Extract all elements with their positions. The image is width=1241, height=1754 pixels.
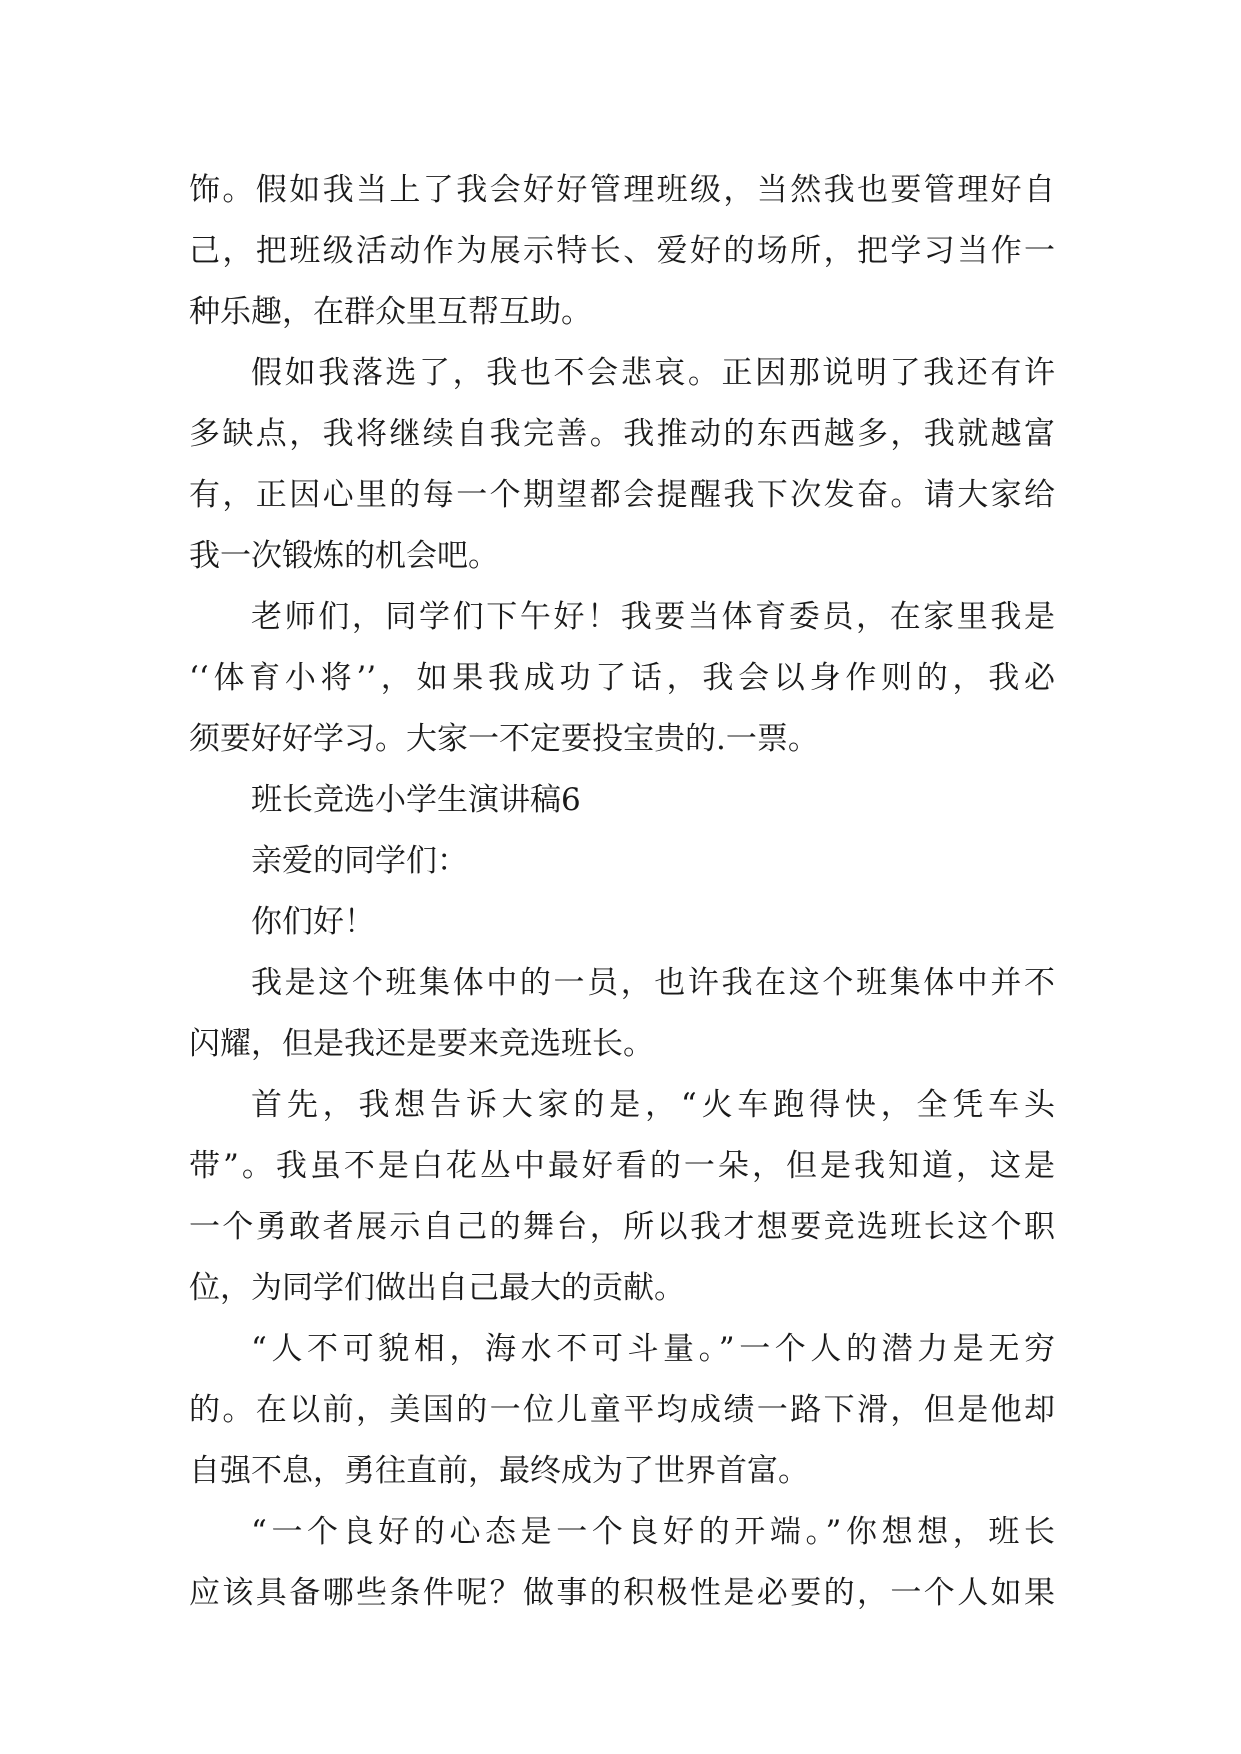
text-line: 老师们，同学们下午好！我要当体育委员，在家里我是	[251, 599, 1055, 635]
text-line: 应该具备哪些条件呢？做事的积极性是必要的，一个人如果	[189, 1575, 1055, 1611]
text-line: 首先，我想告诉大家的是，“火车跑得快，全凭车头	[251, 1087, 1055, 1123]
text-line: “人不可貌相，海水不可斗量。”一个人的潜力是无穷	[251, 1331, 1055, 1367]
salutation: 亲爱的同学们：	[251, 843, 468, 879]
text-line: 有，正因心里的每一个期望都会提醒我下次发奋。请大家给	[189, 477, 1055, 513]
text-line: 自强不息，勇往直前，最终成为了世界首富。	[189, 1453, 809, 1489]
text-line: “一个良好的心态是一个良好的开端。”你想想，班长	[251, 1514, 1055, 1550]
text-line: 种乐趣，在群众里互帮互助。	[189, 294, 592, 330]
text-line: 带”。我虽不是白花丛中最好看的一朵，但是我知道，这是	[189, 1148, 1055, 1184]
section-heading: 班长竞选小学生演讲稿6	[251, 782, 581, 818]
text-line: 假如我落选了，我也不会悲哀。正因那说明了我还有许	[251, 355, 1055, 391]
text-line: 我是这个班集体中的一员，也许我在这个班集体中并不	[251, 965, 1055, 1001]
text-line: 己，把班级活动作为展示特长、爱好的场所，把学习当作一	[189, 233, 1055, 269]
text-line: 多缺点，我将继续自我完善。我推动的东西越多，我就越富	[189, 416, 1055, 452]
text-line: 位，为同学们做出自己最大的贡献。	[189, 1270, 685, 1306]
document-body	[189, 160, 1055, 1624]
text-line: 我一次锻炼的机会吧。	[189, 538, 499, 574]
text-line: 饰。假如我当上了我会好好管理班级，当然我也要管理好自	[189, 172, 1055, 208]
text-line: 须要好好学习。大家一不定要投宝贵的.一票。	[189, 721, 819, 757]
text-line: 闪耀，但是我还是要来竞选班长。	[189, 1026, 654, 1062]
greeting: 你们好！	[251, 904, 375, 940]
text-line: 的。在以前，美国的一位儿童平均成绩一路下滑，但是他却	[189, 1392, 1055, 1428]
text-line: 一个勇敢者展示自己的舞台，所以我才想要竞选班长这个职	[189, 1209, 1055, 1245]
text-line: ‘‘体育小将’’，如果我成功了话，我会以身作则的，我必	[189, 660, 1055, 696]
